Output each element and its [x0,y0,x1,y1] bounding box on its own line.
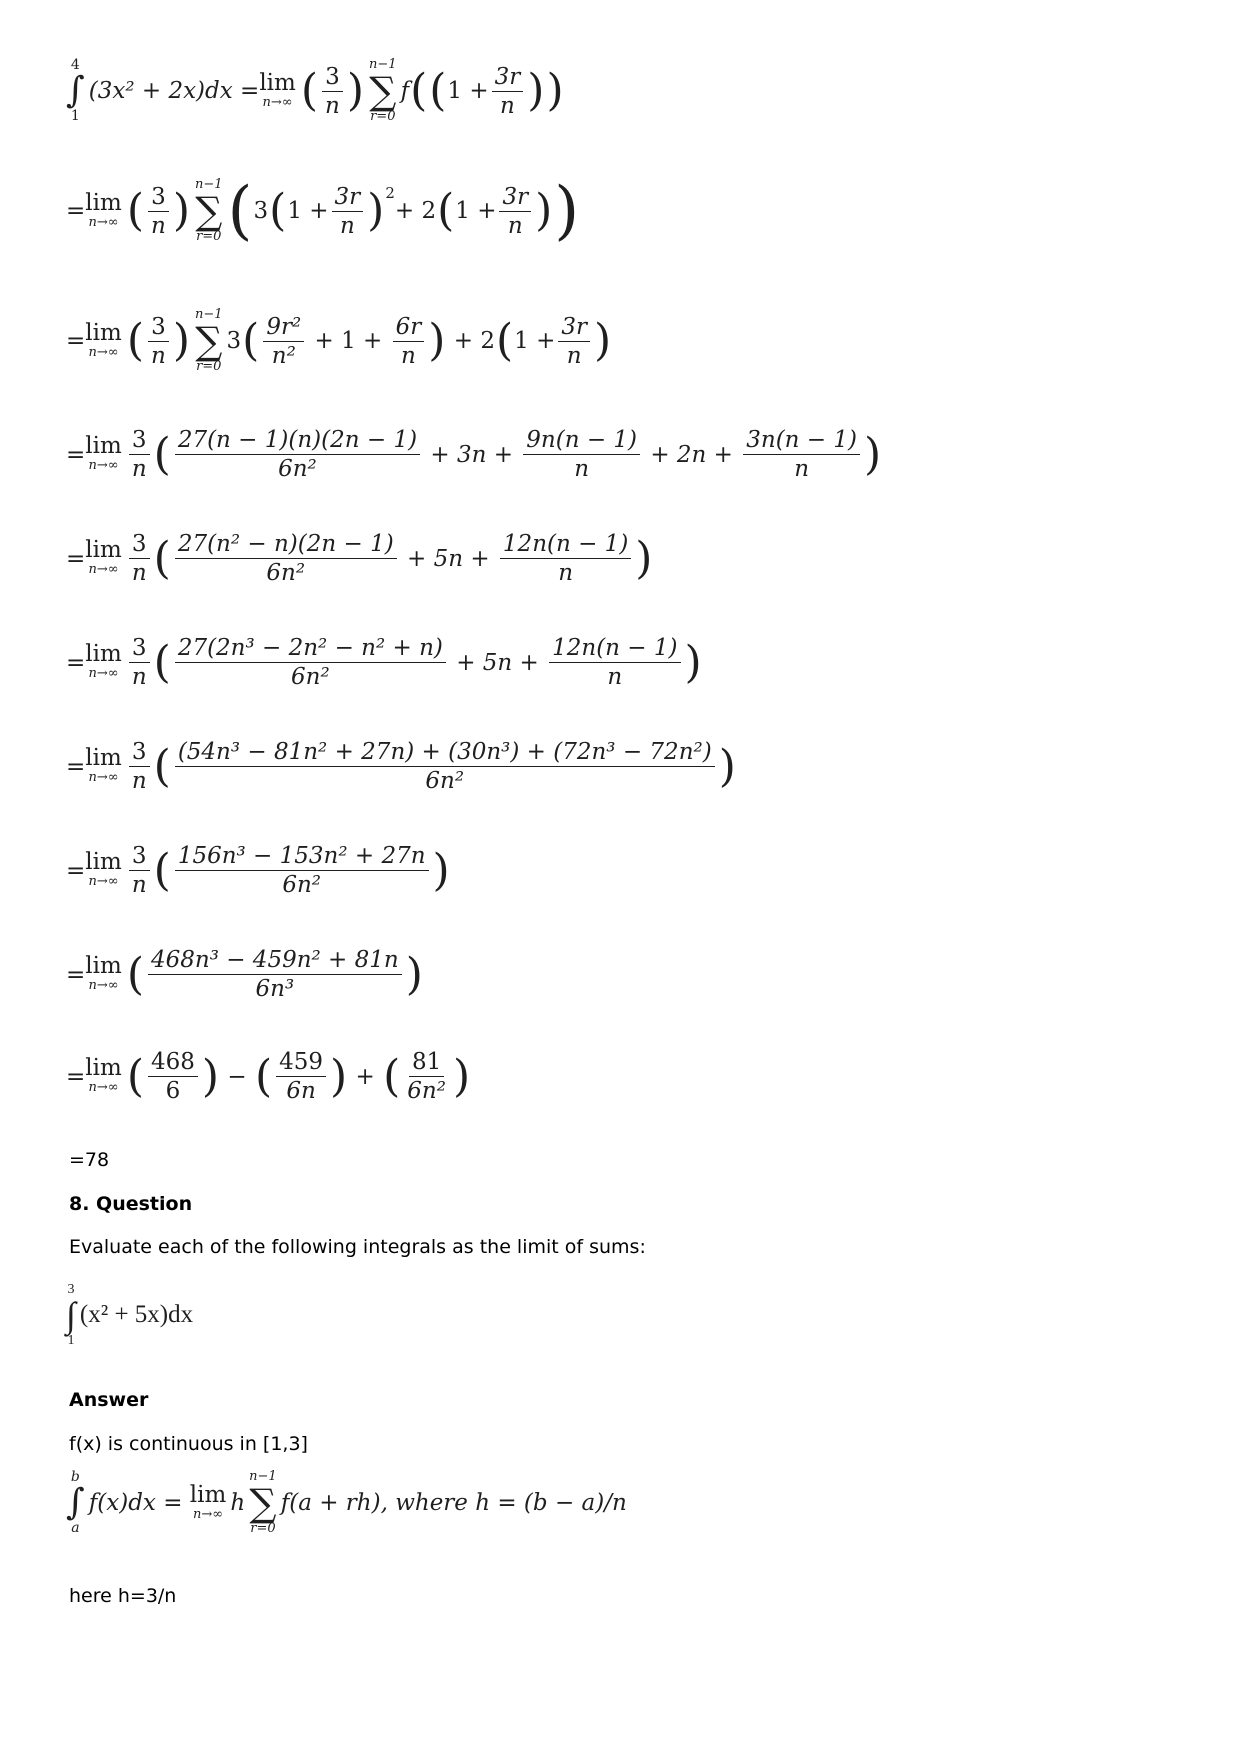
integrand: (3x² + 2x)dx = [88,78,260,105]
limit: lim n→∞ [85,641,122,682]
integral-sign: 4 ∫ 1 [66,57,85,125]
fraction: $\frac{3}{n}$ [148,315,169,368]
fraction: $\frac{\text{27(2n³ − 2n² − n² + n)}}{\text{6n²}}$ [175,636,446,689]
limit: lim n→∞ [85,745,122,786]
fraction: $\frac{3}{n}$ [148,185,169,238]
fraction: $\frac{3r}{n}$ [558,315,590,368]
equation-4: = lim n→∞ $\frac{3}{n}$ ( $\frac{27(n - 1)(n)(2n - 1)}{\text{6n²}}$ + 3n + $\frac{9n(n - 1)}{n}$ + 2n + $\frac{3n(n - 1)}{n}$ ) [66,427,882,483]
fraction: $\frac{3}{n}$ [322,65,343,118]
fraction: $\frac{\text{27(n² − n)(2n − 1)}}{\text{6n²}}$ [175,532,397,585]
limit: lim n→∞ [85,320,122,360]
fraction: $\frac{12n(n - 1)}{n}$ [549,636,680,689]
integral-sign: b ∫ a [66,1469,85,1537]
summation-sign: n−1 ∑ r=0 [194,307,223,375]
limit: lim n→∞ [189,1482,227,1523]
limit: lim n→∞ [85,1055,122,1096]
fraction: $\frac{\text{(54n³ − 81n² + 27n) + (30n³) + (72n³ − 72n²)}}{\text{6n²}}$ [175,740,715,793]
fraction: $\frac{3}{n}$ [129,532,150,585]
fraction: $\frac{3r}{n}$ [332,185,364,238]
result-text: =78 [69,1149,110,1171]
h-value-text: here h=3/n [69,1585,177,1607]
riemann-sum-formula: b ∫ a f(x)dx = lim n→∞ h n−1 ∑ r=0 f(a + rh), where h = (b − a)/n [66,1469,627,1537]
equation-1: 4 ∫ 1 (3x² + 2x)dx = lim n→∞ ( $\frac{3}{n}$ ) n−1 ∑ r=0 f ( ( 1 + $\frac{3r}{n}$ ) ) [66,57,564,125]
integral-sign: 3 ∫ 1 [66,1282,76,1349]
answer-heading: Answer [69,1389,149,1411]
limit: lim n→∞ [259,70,296,111]
fraction: $\frac{\text{468n³ − 459n² + 81n}}{\text{6n³}}$ [148,948,402,1001]
fraction: $\frac{459}{6n}$ [276,1050,326,1103]
fraction: $\frac{3r}{n}$ [492,65,524,118]
fraction: $\frac{3}{n}$ [129,428,150,481]
summation-sign: n−1 ∑ r=0 [194,177,223,245]
limit: lim n→∞ [85,190,122,230]
fraction: $\frac{3}{n}$ [129,844,150,897]
question-integral: 3 ∫ 1 (x² + 5x)dx [66,1282,194,1349]
question-heading: 8. Question [69,1193,193,1215]
fraction: $\frac{6r}{n}$ [393,315,425,368]
fraction: $\frac{3}{n}$ [129,740,150,793]
summation-sign: n−1 ∑ r=0 [249,1469,277,1537]
fraction: $\frac{3}{n}$ [129,636,150,689]
equation-5: = lim n→∞ $\frac{3}{n}$ ( $\frac{\text{27(n² − n)(2n − 1)}}{\text{6n²}}$ + 5n + $\frac{12n(n - 1)}{n}$ ) [66,531,653,587]
fraction: $\frac{3r}{n}$ [499,185,531,238]
equation-6: = lim n→∞ $\frac{3}{n}$ ( $\frac{\text{27(2n³ − 2n² − n² + n)}}{\text{6n²}}$ + 5n + $\frac{12n(n - 1)}{n}$ ) [66,635,702,691]
limit: lim n→∞ [85,433,122,474]
continuity-text: f(x) is continuous in [1,3] [69,1433,308,1455]
limit: lim n→∞ [85,849,122,890]
fraction: $\frac{27(n - 1)(n)(2n - 1)}{\text{6n²}}$ [175,428,420,481]
question-text: Evaluate each of the following integrals as the limit of sums: [69,1236,646,1258]
equation-10: = lim n→∞ ( $\frac{468}{6}$ ) − ( $\frac{459}{6n}$ ) + ( $\frac{81}{\text{6n²}}$ ) [66,1049,471,1105]
fraction: $\frac{12n(n - 1)}{n}$ [500,532,631,585]
equation-3: = lim n→∞ ( $\frac{3}{n}$ ) n−1 ∑ r=0 3 ( $\frac{\text{9r²}}{\text{n²}}$ + 1 + $\frac{6r}{n}$ ) + 2 ( 1 + $\frac{3r}{n}$ ) [66,307,612,375]
fraction: $\frac{\text{156n³ − 153n² + 27n}}{\text{6n²}}$ [175,844,429,897]
fraction: $\frac{81}{\text{6n²}}$ [407,1049,446,1105]
equation-8: = lim n→∞ $\frac{3}{n}$ ( $\frac{\text{156n³ − 153n² + 27n}}{\text{6n²}}$ ) [66,843,450,899]
fraction: $\frac{468}{6}$ [148,1050,198,1103]
summation-sign: n−1 ∑ r=0 [369,57,397,125]
limit: lim n→∞ [85,537,122,578]
equation-2: = lim n→∞ ( $\frac{3}{n}$ ) n−1 ∑ r=0 ( 3 ( 1 + $\frac{3r}{n}$ ) $^2$ + 2 ( 1 + $\frac{3r}{n}$ ) ) [66,174,580,249]
limit: lim n→∞ [85,953,122,994]
equation-7: = lim n→∞ $\frac{3}{n}$ ( $\frac{\text{(54n³ − 81n² + 27n) + (30n³) + (72n³ − 72n²)}}{\text{6n²}}$ ) [66,739,736,795]
fraction: $\frac{\text{9r²}}{\text{n²}}$ [263,315,304,368]
fraction: $\frac{9n(n - 1)}{n}$ [523,428,640,481]
equation-9: = lim n→∞ ( $\frac{\text{468n³ − 459n² + 81n}}{\text{6n³}}$ ) [66,947,423,1003]
fraction: $\frac{3n(n - 1)}{n}$ [743,428,860,481]
